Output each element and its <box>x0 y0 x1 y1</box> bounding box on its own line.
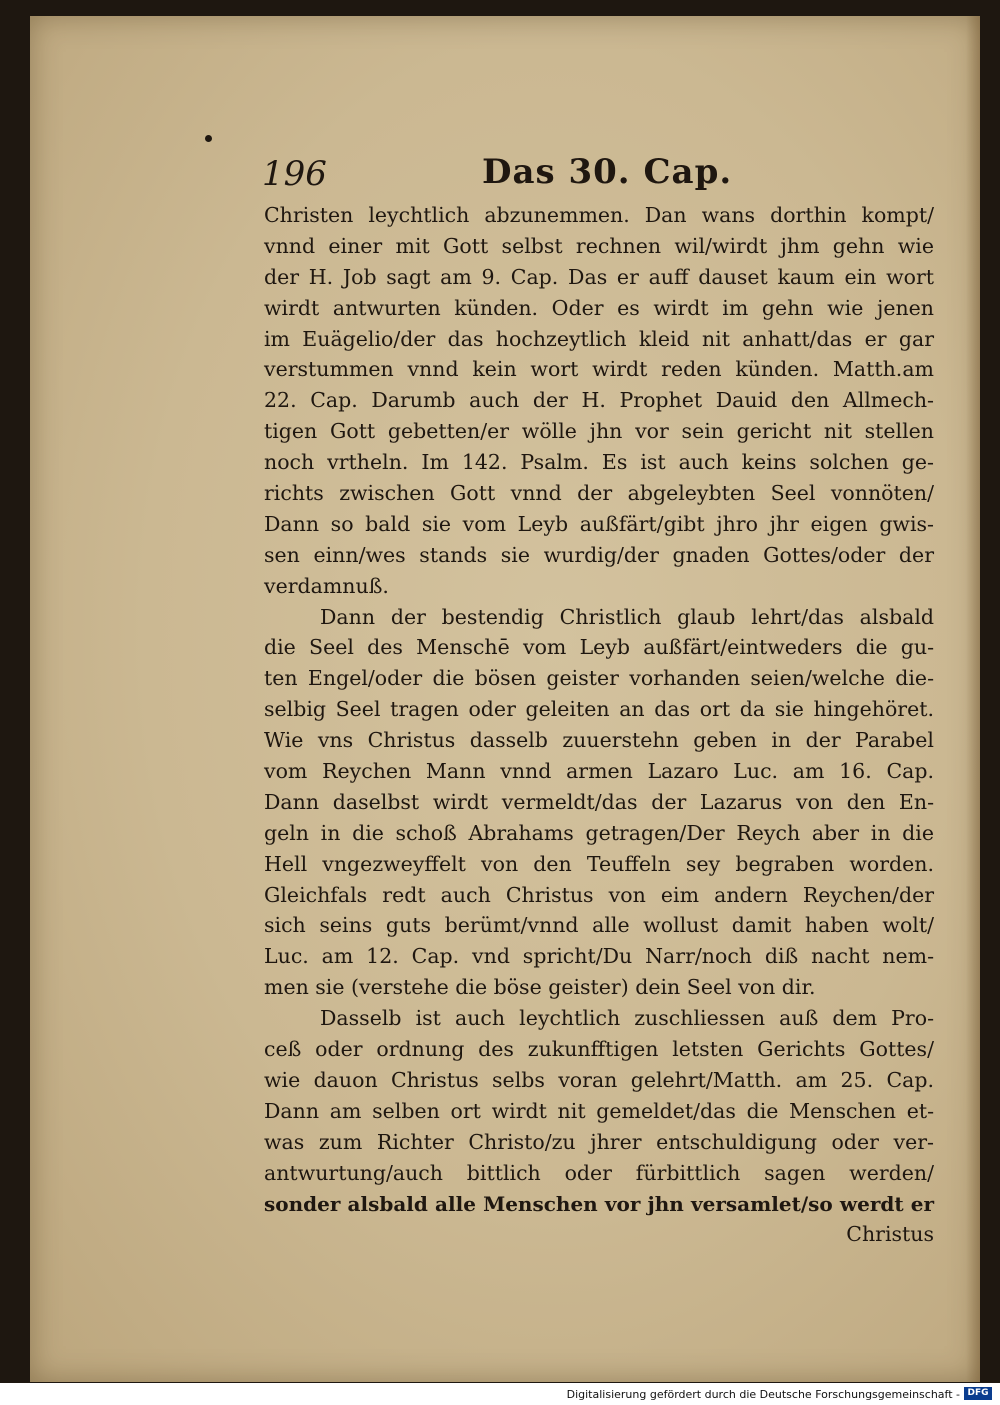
footer-bar <box>0 1383 1000 1405</box>
text-line: die Seel des Menschē vom Leyb außfärt/eintweders die gu- <box>264 635 934 660</box>
running-head <box>260 144 940 194</box>
dfg-logo: DFG <box>964 1387 992 1400</box>
text-line: sen einn/wes stands sie wurdig/der gnaden Gottes/oder der <box>264 542 934 567</box>
text-line: geln in die schoß Abrahams getragen/Der Reych aber in die <box>264 820 934 845</box>
text-line: selbig Seel tragen oder geleiten an das ort da sie hingehöret. <box>264 697 934 722</box>
text-line: Dann der bestendig Christlich glaub lehrt/das alsbald <box>320 604 934 629</box>
text-line: ten Engel/oder die bösen geister vorhanden seien/welche die- <box>264 666 934 691</box>
text-line: wie dauon Christus selbs voran gelehrt/Matth. am 25. Cap. <box>264 1067 934 1092</box>
catchword: Christus <box>846 1222 934 1247</box>
text-line: verstummen vnnd kein wort wirdt reden künden. Matth.am <box>264 357 934 382</box>
chapter-heading: Das 30. Cap. <box>482 152 733 192</box>
book-page <box>30 16 980 1382</box>
text-line: 22. Cap. Darumb auch der H. Prophet Dauid den Allmech- <box>264 388 934 413</box>
text-line: was zum Richter Christo/zu jhrer entschuldigung oder ver- <box>264 1129 934 1154</box>
text-line: antwurtung/auch bittlich oder fürbittlich sagen werden/ <box>264 1160 934 1185</box>
text-line: der H. Job sagt am 9. Cap. Das er auff dauset kaum ein wort <box>264 264 934 289</box>
text-line: ceß oder ordnung des zukunfftigen letsten Gerichts Gottes/ <box>264 1037 934 1062</box>
text-line: Christen leychtlich abzunemmen. Dan wans dorthin kompt/ <box>264 203 934 227</box>
funding-notice: Digitalisierung gefördert durch die Deutsche Forschungsgemeinschaft - <box>566 1388 960 1401</box>
text-line: men sie (verstehe die böse geister) dein Seel von dir. <box>264 975 816 1000</box>
text-line: Dann daselbst wirdt vermeldt/das der Lazarus von den En- <box>264 789 934 814</box>
text-line: Wie vns Christus dasselb zuuerstehn geben in der Parabel <box>264 728 934 753</box>
text-line: sonder alsbald alle Menschen vor jhn versamlet/so werdt er <box>264 1191 934 1216</box>
text-line: richts zwischen Gott vnnd der abgeleybten Seel vonnöten/ <box>264 481 934 506</box>
page-number: 196 <box>262 154 327 194</box>
text-line: vnnd einer mit Gott selbst rechnen wil/wirdt jhm gehn wie <box>264 233 934 258</box>
text-line: tigen Gott gebetten/er wölle jhn vor sein gericht nit stellen <box>264 419 934 444</box>
text-line: verdamnuß. <box>264 573 389 598</box>
text-line: Dasselb ist auch leychtlich zuschliessen auß dem Pro- <box>320 1006 934 1031</box>
text-line: Dann so bald sie vom Leyb außfärt/gibt jhro jhr eigen gwis- <box>264 511 934 536</box>
text-line: Gleichfals redt auch Christus von eim andern Reychen/der <box>264 882 934 907</box>
text-line: Dann am selben ort wirdt nit gemeldet/das die Menschen et- <box>264 1098 934 1123</box>
text-line: sich seins guts berümt/vnnd alle wollust damit haben wolt/ <box>264 913 934 938</box>
text-line: noch vrtheln. Im 142. Psalm. Es ist auch keins solchen ge- <box>264 450 934 475</box>
body-text <box>264 200 934 1250</box>
text-line: vom Reychen Mann vnnd armen Lazaro Luc. am 16. Cap. <box>264 759 934 784</box>
text-line: Hell vngezweyffelt von den Teuffeln sey begraben worden. <box>264 851 934 876</box>
text-line: im Euägelio/der das hochzeytlich kleid nit anhatt/das er gar <box>264 326 934 351</box>
text-line: wirdt antwurten künden. Oder es wirdt im gehn wie jenen <box>264 295 934 320</box>
text-line: Luc. am 12. Cap. vnd spricht/Du Narr/noch diß nacht nem- <box>264 944 934 969</box>
ink-spot <box>205 135 212 142</box>
